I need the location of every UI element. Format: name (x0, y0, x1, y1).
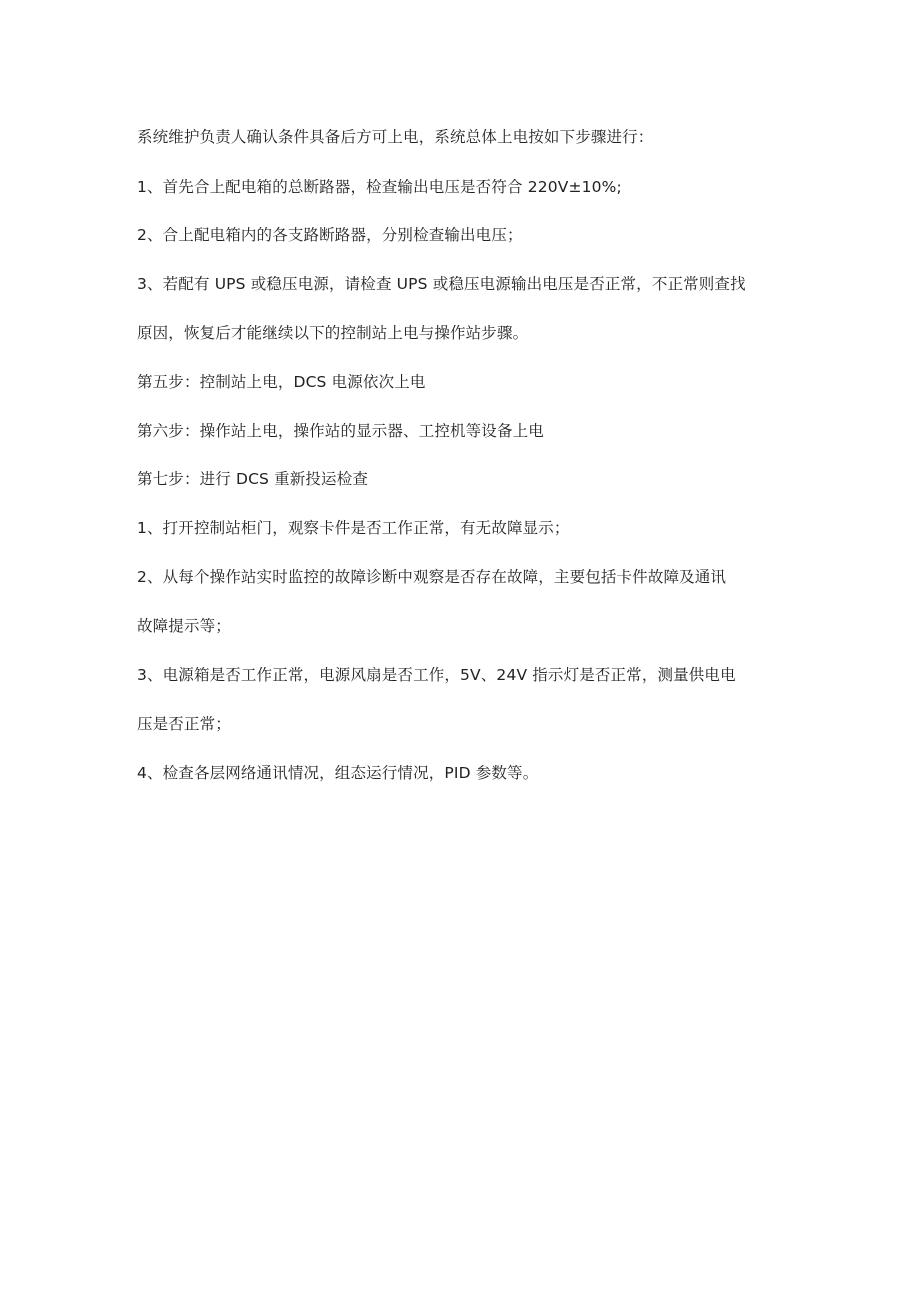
step-five-heading: 第五步：控制站上电，DCS 电源依次上电 (137, 373, 426, 391)
check-item-1: 1、打开控制站柜门，观察卡件是否工作正常，有无故障显示； (137, 519, 570, 537)
step-1-main-breaker: 1、首先合上配电箱的总断路器，检查输出电压是否符合 220V±10%; (137, 178, 622, 196)
step-3-ups-line-1: 3、若配有 UPS 或稳压电源，请检查 UPS 或稳压电源输出电压是否正常，不正常则查找 (137, 275, 746, 293)
step-3-ups-line-2: 原因，恢复后才能继续以下的控制站上电与操作站步骤。 (137, 324, 529, 342)
check-item-3-line-1: 3、电源箱是否工作正常，电源风扇是否工作，5V、24V 指示灯是否正常，测量供电电 (137, 666, 736, 684)
step-2-branch-breakers: 2、合上配电箱内的各支路断路器，分别检查输出电压； (137, 226, 523, 244)
step-seven-heading: 第七步：进行 DCS 重新投运检查 (137, 470, 369, 488)
intro-paragraph: 系统维护负责人确认条件具备后方可上电，系统总体上电按如下步骤进行： (137, 128, 654, 146)
check-item-3-line-2: 压是否正常； (137, 715, 231, 733)
check-item-4: 4、检查各层网络通讯情况，组态运行情况，PID 参数等。 (137, 764, 539, 782)
step-six-heading: 第六步：操作站上电，操作站的显示器、工控机等设备上电 (137, 422, 544, 440)
check-item-2-line-2: 故障提示等； (137, 617, 231, 635)
check-item-2-line-1: 2、从每个操作站实时监控的故障诊断中观察是否存在故障，主要包括卡件故障及通讯 (137, 568, 727, 586)
